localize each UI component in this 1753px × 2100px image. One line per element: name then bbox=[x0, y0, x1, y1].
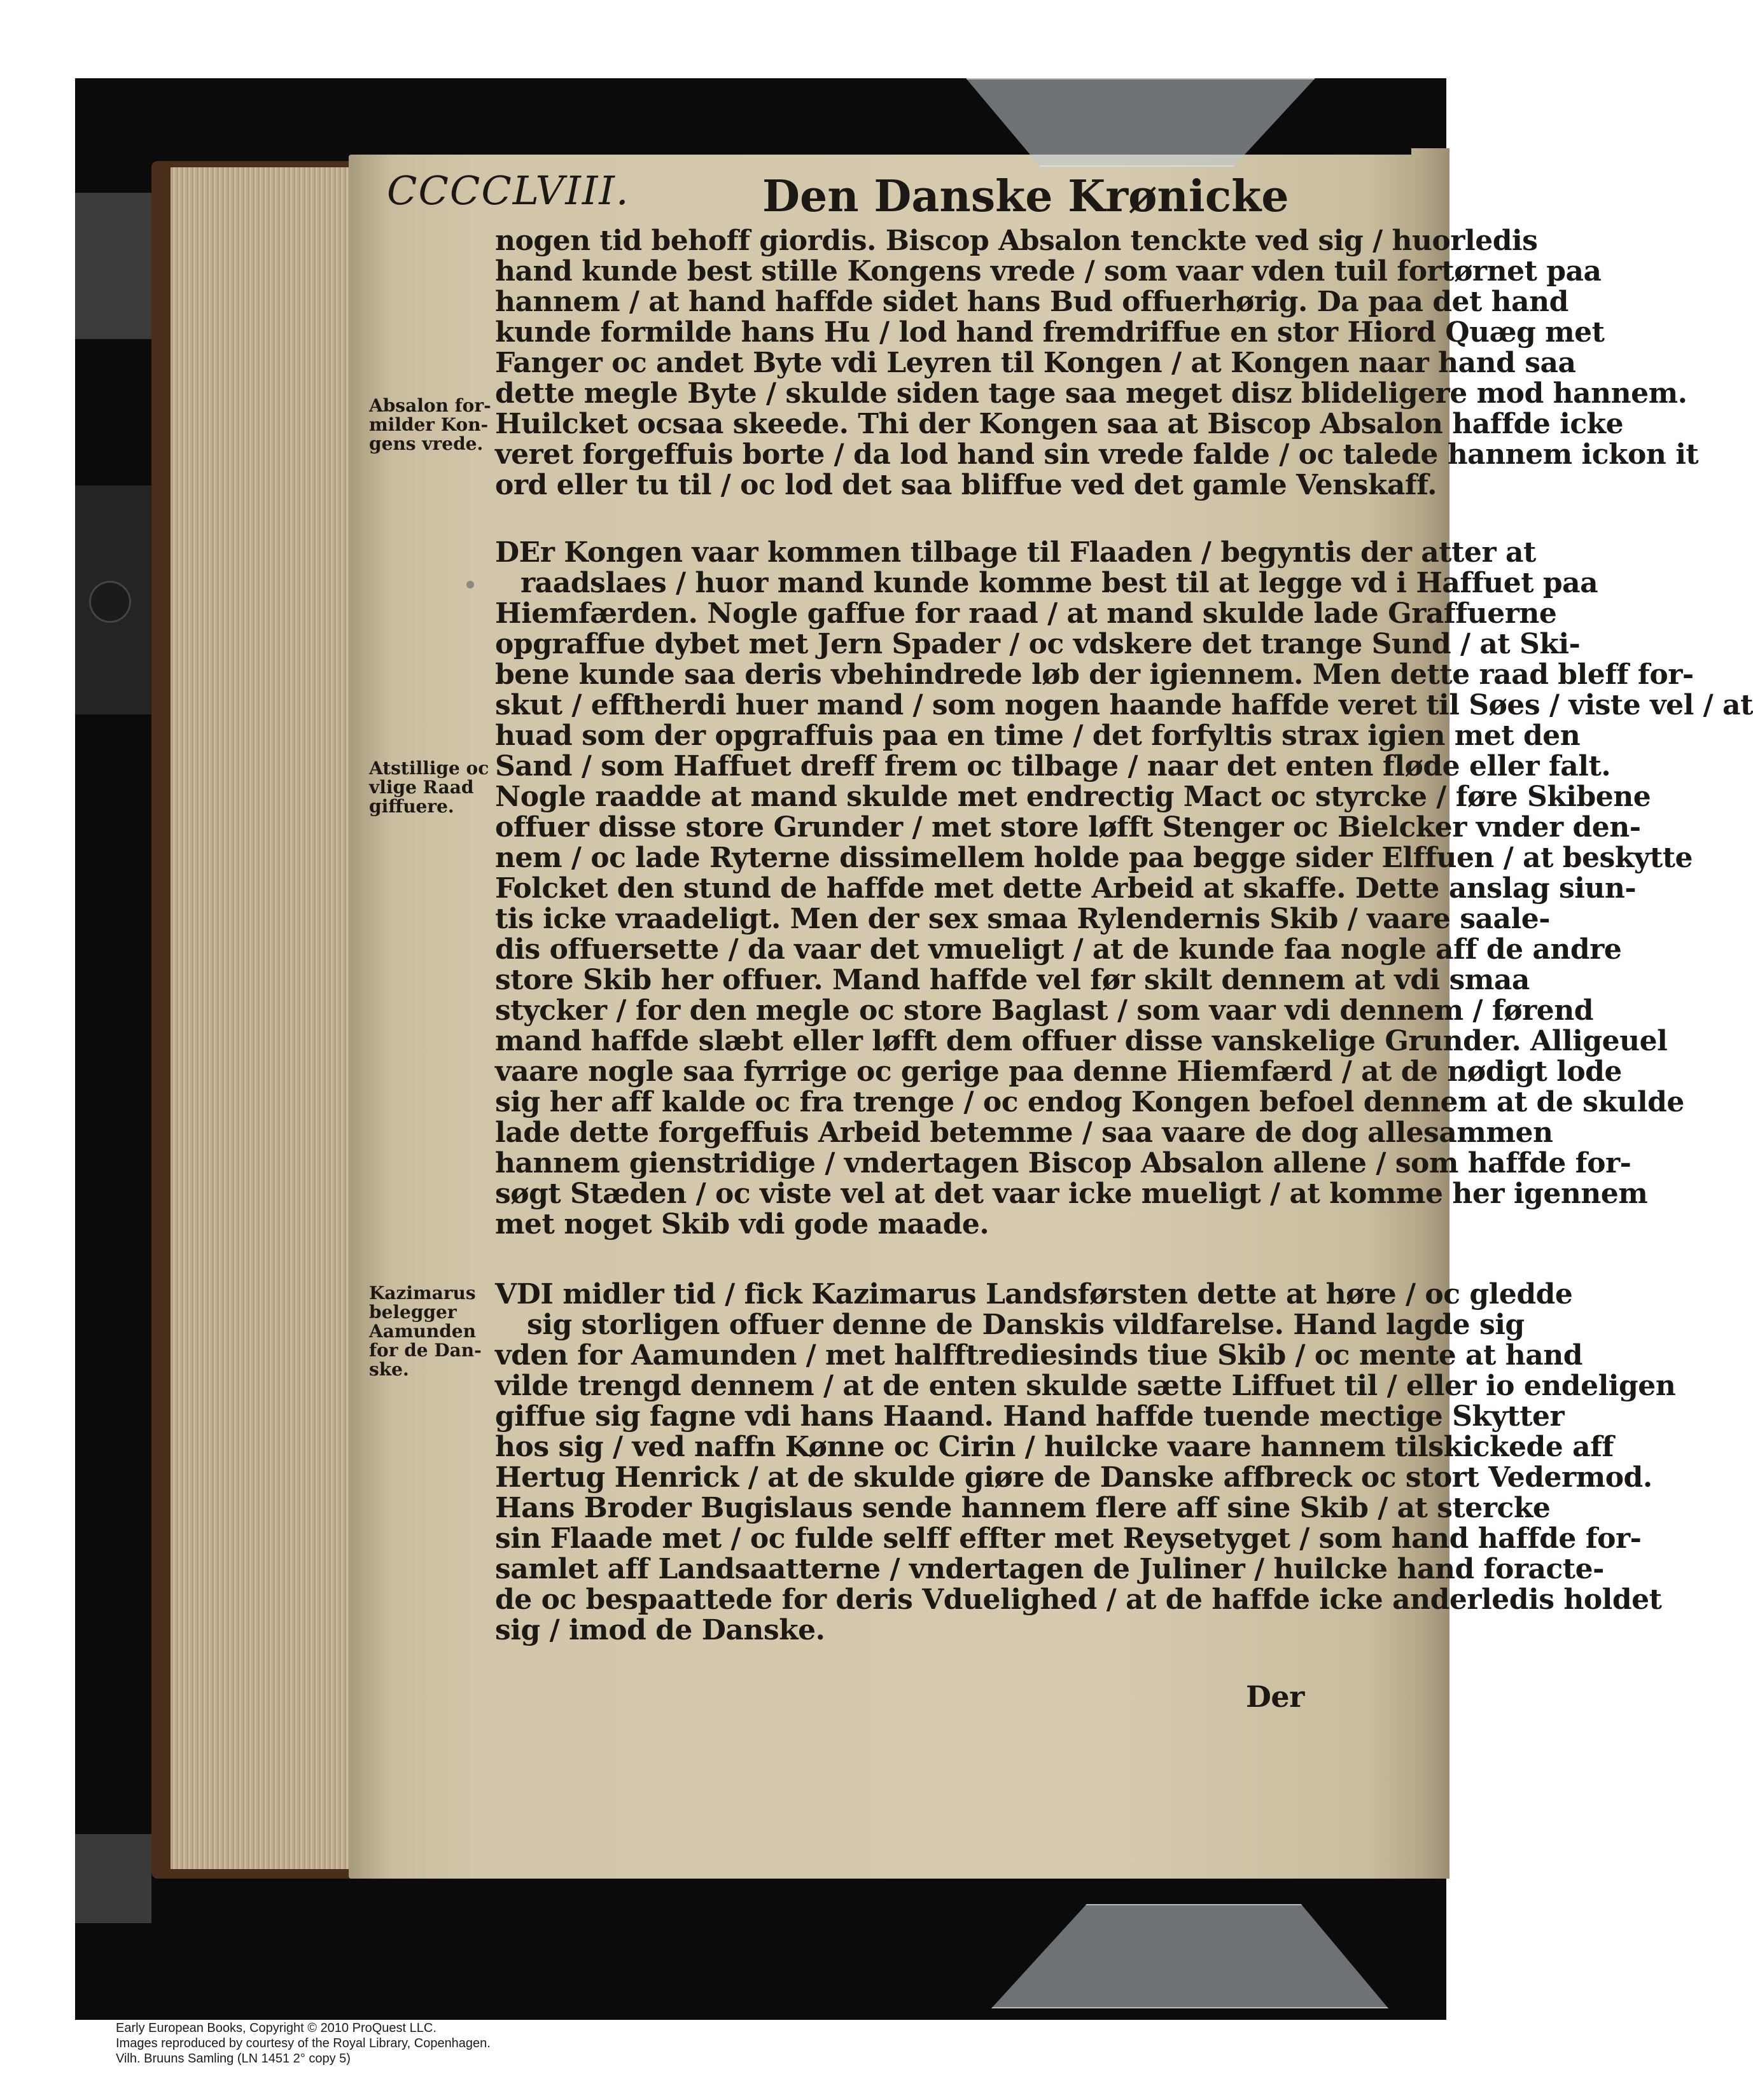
catchword: Der bbox=[1246, 1679, 1304, 1714]
folio-number: CCCCLVIII. bbox=[387, 167, 630, 214]
marginal-note: Kazimarus belegger Aamunden for de Dan- ske. bbox=[369, 1283, 482, 1380]
text-line: hos sig / ved naffn Kønne oc Cirin / huilcke vaare hannem tilskickede aff bbox=[495, 1431, 1614, 1463]
scanner-rail bbox=[75, 193, 151, 339]
text-line: sig / imod de Danske. bbox=[495, 1614, 825, 1646]
book-clamp bbox=[944, 78, 1315, 167]
text-line: Folcket den stund de haffde met dette Arbeid at skaffe. Dette anslag siun- bbox=[495, 872, 1637, 905]
text-line: tis icke vraadeligt. Men der sex smaa Rylendernis Skib / vaare saale- bbox=[495, 903, 1550, 935]
marginal-note: Atstillige oc vlige Raad giffuere. bbox=[369, 758, 489, 817]
text-line: skut / efftherdi huer mand / som nogen haande haffde veret til Søes / viste vel / at bbox=[495, 689, 1753, 721]
scanner-rail bbox=[75, 485, 151, 714]
text-line: samlet aff Landsaatterne / vndertagen de Juliner / huilcke hand foracte- bbox=[495, 1553, 1604, 1585]
book-clamp bbox=[991, 1904, 1388, 2008]
scanner-rail bbox=[75, 1834, 151, 1923]
page-blemish bbox=[466, 581, 474, 588]
text-line: Nogle raadde at mand skulde met endrectig Mact oc styrcke / føre Skibene bbox=[495, 781, 1651, 813]
copyright-footer bbox=[116, 2020, 491, 2066]
text-line: Huilcket ocsaa skeede. Thi der Kongen saa at Biscop Absalon haffde icke bbox=[495, 408, 1624, 440]
scanner-knob bbox=[89, 581, 131, 623]
text-line: huad som der opgraffuis paa en time / det forfyltis strax igien met den bbox=[495, 720, 1581, 752]
text-line: nem / oc lade Ryterne dissimellem holde paa begge sider Elffuen / at beskytte bbox=[495, 842, 1693, 874]
text-line: lade dette forgeffuis Arbeid betemme / saa vaare de dog allesammen bbox=[495, 1116, 1553, 1149]
footer-line: Images reproduced by courtesy of the Royal Library, Copenhagen. bbox=[116, 2036, 491, 2050]
text-line: ord eller tu til / oc lod det saa bliffue ved det gamle Venskaff. bbox=[495, 469, 1437, 501]
text-line: dis offuersette / da vaar det vmueligt / at de kunde faa nogle aff de andre bbox=[495, 933, 1622, 966]
text-line: vaare nogle saa fyrrige oc gerige paa denne Hiemfærd / at de nødigt lode bbox=[495, 1055, 1622, 1088]
text-line: Hiemfærden. Nogle gaffue for raad / at mand skulde lade Graffuerne bbox=[495, 597, 1557, 630]
running-title: Den Danske Krønicke bbox=[762, 171, 1289, 222]
text-line: hannem gienstridige / vndertagen Biscop Absalon allene / som haffde for- bbox=[495, 1147, 1631, 1179]
text-line: DEr Kongen vaar kommen tilbage til Flaaden / begyntis der atter at bbox=[495, 536, 1536, 569]
text-line: dette megle Byte / skulde siden tage saa meget disz blideligere mod hannem. bbox=[495, 377, 1687, 410]
text-line: bene kunde saa deris vbehindrede løb der igiennem. Men dette raad bleff for- bbox=[495, 658, 1694, 691]
text-line: sig storligen offuer denne de Danskis vildfarelse. Hand lagde sig bbox=[527, 1309, 1525, 1341]
book-page bbox=[349, 155, 1753, 1879]
text-line: sig her aff kalde oc fra trenge / oc endog Kongen befoel dennem at de skulde bbox=[495, 1086, 1684, 1118]
text-line: hannem / at hand haffde sidet hans Bud offuerhørig. Da paa det hand bbox=[495, 286, 1568, 318]
footer-line: Vilh. Bruuns Samling (LN 1451 2° copy 5) bbox=[116, 2052, 351, 2066]
footer-line: Early European Books, Copyright © 2010 ProQuest LLC. bbox=[116, 2021, 437, 2035]
text-line: vden for Aamunden / met halfftrediesinds tiue Skib / oc mente at hand bbox=[495, 1339, 1582, 1372]
text-line: vilde trengd dennem / at de enten skulde sætte Liffuet til / eller io endeligen bbox=[495, 1370, 1676, 1402]
text-line: mand haffde slæbt eller løfft dem offuer disse vanskelige Grunder. Alligeuel bbox=[495, 1025, 1668, 1057]
text-line: Fanger oc andet Byte vdi Leyren til Kongen / at Kongen naar hand saa bbox=[495, 347, 1576, 379]
scan-image bbox=[75, 78, 1753, 2020]
text-line: hand kunde best stille Kongens vrede / som vaar vden tuil fortørnet paa bbox=[495, 255, 1602, 288]
text-line: opgraffue dybet met Jern Spader / oc vdskere det trange Sund / at Ski- bbox=[495, 628, 1581, 660]
text-line: søgt Stæden / oc viste vel at det vaar icke mueligt / at komme her igennem bbox=[495, 1178, 1648, 1210]
marginal-note: Absalon for- milder Kon- gens vrede. bbox=[369, 395, 491, 454]
text-line: Sand / som Haffuet dreff frem oc tilbage / naar det enten fløde eller falt. bbox=[495, 750, 1611, 782]
text-line: veret forgeffuis borte / da lod hand sin vrede falde / oc talede hannem ickon it bbox=[495, 438, 1699, 471]
text-line: raadslaes / huor mand kunde komme best til at legge vd i Haffuet paa bbox=[520, 567, 1598, 599]
text-line: sin Flaade met / oc fulde selff effter met Reysetyget / som hand haffde for- bbox=[495, 1522, 1642, 1555]
text-line: Hans Broder Bugislaus sende hannem flere aff sine Skib / at stercke bbox=[495, 1492, 1551, 1524]
text-line: giffue sig fagne vdi hans Haand. Hand haffde tuende mectige Skytter bbox=[495, 1400, 1565, 1433]
text-line: kunde formilde hans Hu / lod hand fremdriffue en stor Hiord Quæg met bbox=[495, 316, 1605, 349]
text-line: de oc bespaattede for deris Vduelighed / at de haffde icke anderledis holdet bbox=[495, 1583, 1662, 1616]
text-line: VDI midler tid / fick Kazimarus Landsførsten dette at høre / oc gledde bbox=[495, 1278, 1573, 1311]
text-line: nogen tid behoff giordis. Biscop Absalon tenckte ved sig / huorledis bbox=[495, 225, 1538, 257]
text-line: met noget Skib vdi gode maade. bbox=[495, 1208, 989, 1241]
text-line: stycker / for den megle oc store Baglast / som vaar vdi dennem / førend bbox=[495, 994, 1594, 1027]
text-line: offuer disse store Grunder / met store løfft Stenger oc Bielcker vnder den- bbox=[495, 811, 1641, 844]
text-line: Hertug Henrick / at de skulde giøre de Danske affbreck oc stort Vedermod. bbox=[495, 1461, 1652, 1494]
text-line: store Skib her offuer. Mand haffde vel før skilt dennem at vdi smaa bbox=[495, 964, 1530, 996]
